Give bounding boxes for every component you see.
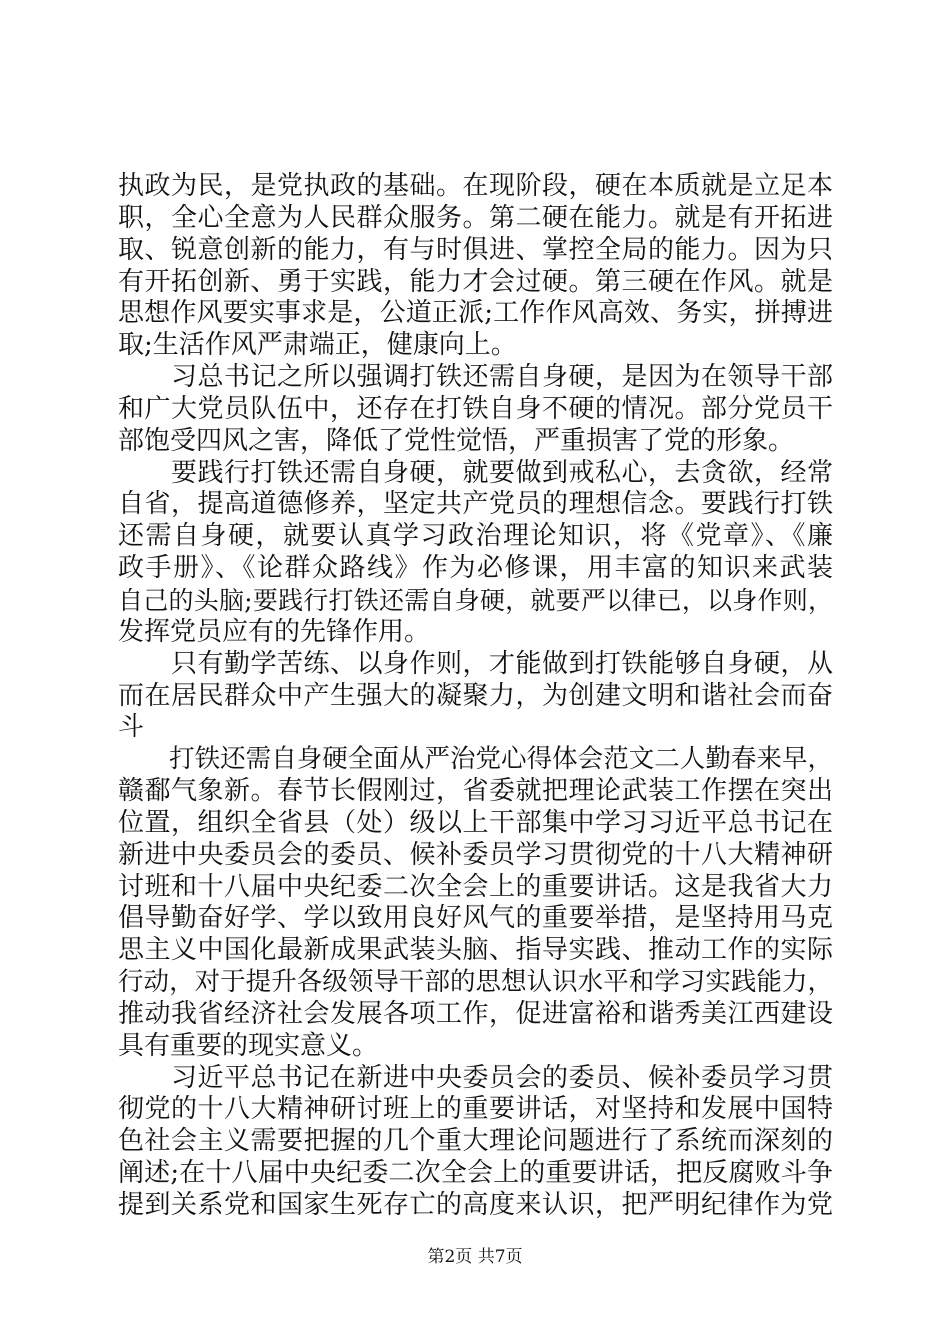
- text-line: 打铁还需自身硬全面从严治党心得体会范文二人勤春来早，: [118, 744, 833, 775]
- text-line: 推动我省经济社会发展各项工作，促进富裕和谐秀美江西建设: [118, 998, 833, 1029]
- text-line: 和广大党员队伍中，还存在打铁自身不硬的情况。部分党员干: [118, 393, 833, 424]
- text-line: 部饱受四风之害，降低了党性觉悟，严重损害了党的形象。: [118, 425, 795, 456]
- text-line: 自己的头脑;要践行打铁还需自身硬，就要严以律已，以身作则，: [118, 585, 833, 615]
- text-line: 执政为民，是党执政的基础。在现阶段，硬在本质就是立足本: [118, 171, 833, 201]
- text-line: 斗: [118, 712, 145, 743]
- text-line: 自省，提高道德修养，坚定共产党员的理想信念。要践行打铁: [118, 489, 833, 520]
- text-line: 发挥党员应有的先锋作用。: [118, 616, 431, 647]
- text-line: 要践行打铁还需自身硬，就要做到戒私心，去贪欲，经常: [118, 457, 833, 488]
- text-line: 有开拓创新、勇于实践，能力才会过硬。第三硬在作风。就是: [118, 266, 833, 297]
- text-line: 赣鄱气象新。春节长假刚过，省委就把理论武装工作摆在突出: [118, 776, 833, 807]
- text-line: 阐述;在十八届中央纪委二次全会上的重要讲话，把反腐败斗争: [118, 1158, 833, 1189]
- text-line: 取;生活作风严肃端正，健康向上。: [118, 330, 517, 361]
- text-line: 具有重要的现实意义。: [118, 1030, 379, 1061]
- text-line: 新进中央委员会的委员、候补委员学习贯彻党的十八大精神研: [118, 839, 833, 870]
- text-line: 职，全心全意为人民群众服务。第二硬在能力。就是有开拓进: [118, 202, 833, 233]
- text-line: 只有勤学苦练、以身作则，才能做到打铁能够自身硬，从: [118, 648, 833, 679]
- text-line: 思想作风要实事求是，公道正派;工作作风高效、务实，拼搏进: [118, 298, 833, 329]
- text-line: 彻党的十八大精神研讨班上的重要讲话，对坚持和发展中国特: [118, 1094, 833, 1125]
- page-number-label: 第2页 共7页: [427, 1247, 523, 1267]
- text-line: 习总书记之所以强调打铁还需自身硬，是因为在领导干部: [118, 362, 833, 393]
- text-line: 还需自身硬，就要认真学习政治理论知识，将《党章》、《廉: [118, 521, 833, 552]
- text-line: 政手册》、《论群众路线》作为必修课，用丰富的知识来武装: [118, 553, 833, 584]
- document-body: [118, 171, 833, 1222]
- text-line: 倡导勤奋好学、学以致用良好风气的重要举措，是坚持用马克: [118, 903, 833, 934]
- text-line: 色社会主义需要把握的几个重大理论问题进行了系统而深刻的: [118, 1126, 833, 1157]
- page-footer: [0, 1242, 950, 1267]
- text-line: 位置，组织全省县（处）级以上干部集中学习习近平总书记在: [118, 807, 833, 838]
- text-line: 而在居民群众中产生强大的凝聚力，为创建文明和谐社会而奋: [118, 680, 833, 711]
- text-line: 取、锐意创新的能力，有与时俱进、掌控全局的能力。因为只: [118, 234, 833, 265]
- text-line: 思主义中国化最新成果武装头脑、指导实践、推动工作的实际: [118, 935, 833, 966]
- text-line: 讨班和十八届中央纪委二次全会上的重要讲话。这是我省大力: [118, 871, 833, 902]
- text-line: 习近平总书记在新进中央委员会的委员、候补委员学习贯: [118, 1062, 833, 1093]
- text-line: 行动，对于提升各级领导干部的思想认识水平和学习实践能力，: [118, 967, 833, 998]
- text-line: 提到关系党和国家生死存亡的高度来认识，把严明纪律作为党: [118, 1190, 833, 1220]
